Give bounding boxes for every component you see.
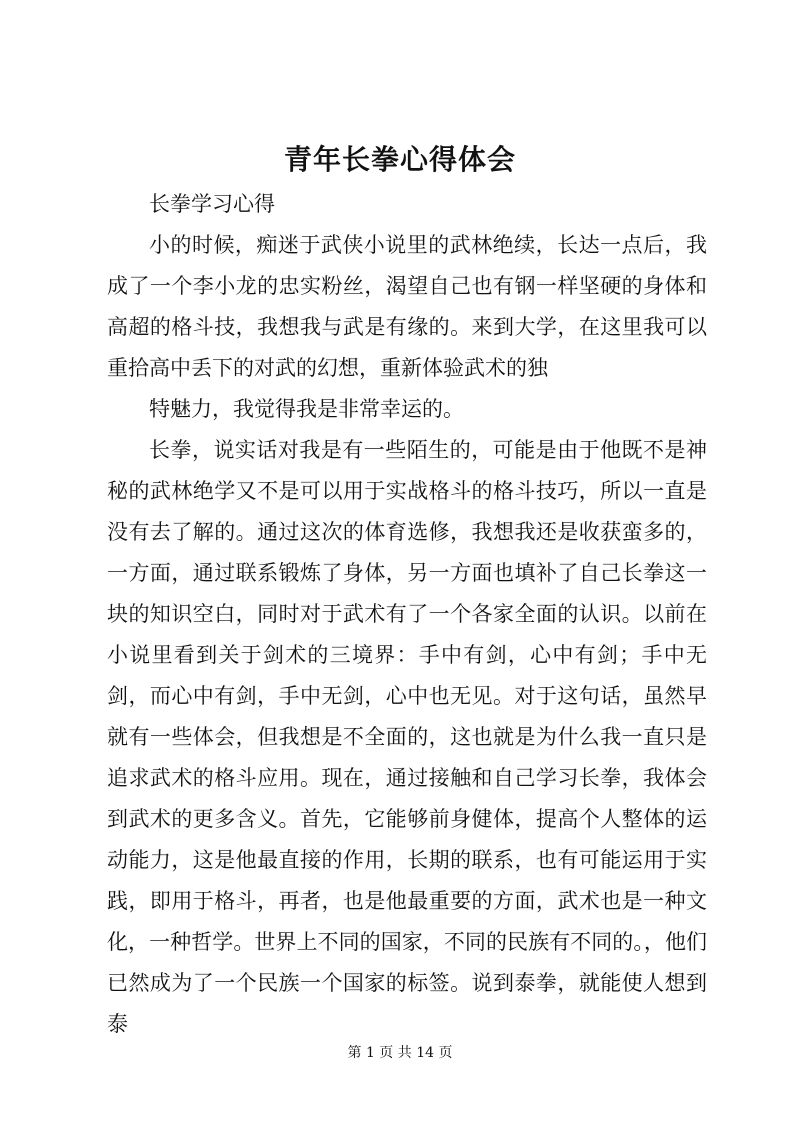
document-body xyxy=(107,184,707,1045)
paragraph: 小的时候，痴迷于武侠小说里的武林绝续，长达一点后，我成了一个李小龙的忠实粉丝，渴望自己也有钢一样坚硬的身体和高超的格斗技，我想我与武是有缘的。来到大学，在这里我可以重拾高中丢下的对武的幻想，重新体验武术的独 xyxy=(107,233,707,380)
paragraph-subtitle: 长拳学习心得 xyxy=(149,192,275,216)
paragraph: 特魅力，我觉得我是非常幸运的。 xyxy=(149,397,464,421)
paragraph: 长拳，说实话对我是有一些陌生的，可能是由于他既不是神秘的武林绝学又不是可以用于实战格斗的格斗技巧，所以一直是没有去了解的。通过这次的体育选修，我想我还是收获蛮多的，一方面，通过联系锻炼了身体，另一方面也填补了自己长拳这一块的知识空白，同时对于武术有了一个各家全面的认识。以前在小说里看到关于剑术的三境界：手中有剑，心中有剑；手中无剑，而心中有剑，手中无剑，心中也无见。对于这句话，虽然早就有一些体会，但我想是不全面的，这也就是为什么我一直只是追求武术的格斗应用。现在，通过接触和自己学习长拳，我体会到武术的更多含义。首先，它能够前身健体，提高个人整体的运动能力，这是他最直接的作用，长期的联系，也有可能运用于实践，即用于格斗，再者，也是他最重要的方面，武术也是一种文化，一种哲学。世界上不同的国家，不同的民族有不同的。，他们已然成为了一个民族一个国家的标签。说到泰拳，就能使人想到泰 xyxy=(107,438,707,1036)
page-number-footer: 第 1 页 共 14 页 xyxy=(347,1045,453,1061)
document-title: 青年长拳心得体会 xyxy=(283,143,516,176)
